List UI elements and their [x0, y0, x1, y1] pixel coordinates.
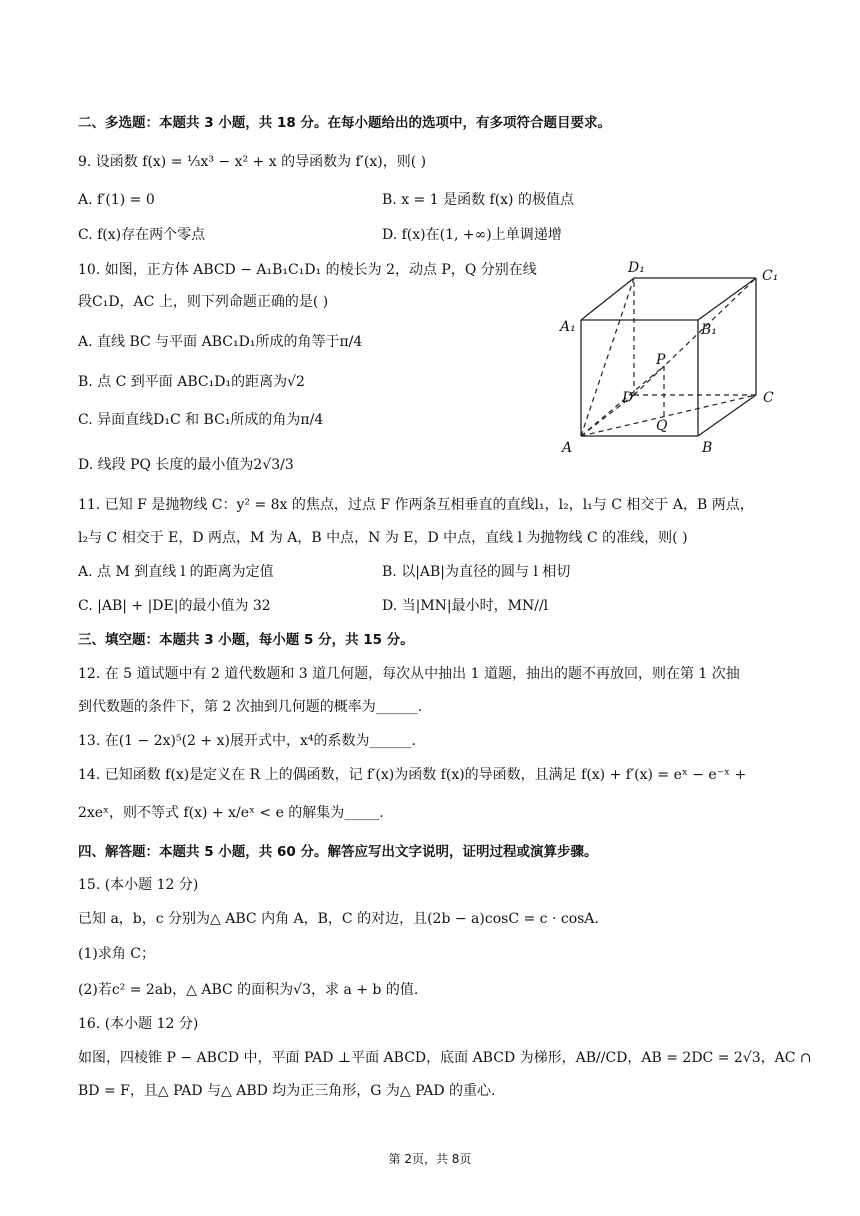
q9-stem: 9. 设函数 f(x) = ⅓x³ − x² + x 的导函数为 f′(x)，则( ) [78, 154, 427, 170]
q9-option-c: C. f(x)存在两个零点 [78, 227, 206, 243]
q10-option-d: D. 线段 PQ 长度的最小值为2√3/3 [78, 457, 294, 473]
q16-line2: BD = F，且△ PAD 与△ ABD 均为正三角形，G 为△ PAD 的重心. [78, 1083, 496, 1099]
q10-option-b: B. 点 C 到平面 ABC₁D₁的距离为√2 [78, 374, 305, 390]
section3-heading: 三、填空题：本题共 3 小题，每小题 5 分，共 15 分。 [78, 632, 414, 648]
q9-option-a: A. f′(1) = 0 [78, 192, 155, 208]
q10-stem-line2: 段C₁D，AC 上，则下列命题正确的是( ) [78, 294, 329, 310]
page-footer: 第 2页，共 8页 [388, 1152, 472, 1166]
label-b1: B₁ [701, 322, 717, 338]
q9-option-b: B. x = 1 是函数 f(x) 的极值点 [382, 192, 574, 208]
q11-stem-line1: 11. 已知 F 是抛物线 C：y² = 8x 的焦点，过点 F 作两条互相垂直的直线l₁，l₂，l₁与 C 相交于 A，B 两点， [78, 497, 754, 513]
diag-ac [581, 395, 756, 436]
diag-dc1 [634, 278, 756, 395]
cube-figure [556, 258, 786, 458]
q11-stem-line2: l₂与 C 相交于 E，D 两点，M 为 A，B 中点，N 为 E，D 中点，直线 l 为抛物线 C 的准线，则( ) [78, 530, 688, 546]
label-c: C [763, 390, 774, 406]
label-c1: C₁ [762, 268, 779, 284]
q14-line1: 14. 已知函数 f(x)是定义在 R 上的偶函数，记 f′(x)为函数 f(x)的导函数，且满足 f(x) + f′(x) = eˣ − e⁻ˣ + [78, 767, 747, 783]
q11-option-b: B. 以|AB|为直径的圆与 l 相切 [382, 564, 571, 580]
q12-line1: 12. 在 5 道试题中有 2 道代数题和 3 道几何题，每次从中抽出 1 道题，抽出的题不再放回，则在第 1 次抽 [78, 666, 740, 682]
label-p: P [656, 352, 666, 368]
q11-option-d: D. 当|MN|最小时，MN//l [382, 598, 549, 614]
section4-heading: 四、解答题：本题共 5 小题，共 60 分。解答应写出文字说明，证明过程或演算步骤。 [78, 844, 598, 860]
q16-head: 16. (本小题 12 分) [78, 1016, 199, 1032]
edge-b1c1 [698, 278, 756, 320]
q14-line2: 2xeˣ，则不等式 f(x) + x/eˣ < e 的解集为_____. [78, 805, 384, 821]
q15-line2: (1)求角 C； [78, 946, 155, 962]
label-d1: D₁ [628, 260, 645, 276]
q13: 13. 在(1 − 2x)⁵(2 + x)展开式中，x⁴的系数为______. [78, 733, 416, 749]
diag-ad1 [581, 278, 634, 436]
label-b: B [702, 440, 713, 456]
q11-option-a: A. 点 M 到直线 l 的距离为定值 [78, 564, 274, 580]
q16-line1: 如图，四棱锥 P − ABCD 中，平面 PAD ⊥平面 ABCD，底面 ABCD 为梯形，AB//CD，AB = 2DC = 2√3，AC ∩ [78, 1050, 812, 1066]
label-d: D [622, 390, 634, 406]
q10-option-a: A. 直线 BC 与平面 ABC₁D₁所成的角等于π/4 [78, 334, 363, 350]
q15-head: 15. (本小题 12 分) [78, 877, 199, 893]
q12-line2: 到代数题的条件下，第 2 次抽到几何题的概率为______. [78, 699, 423, 715]
q11-option-c: C. |AB| + |DE|的最小值为 32 [78, 598, 271, 614]
edge-bc [698, 395, 756, 436]
label-a1: A₁ [560, 319, 576, 335]
q10-stem-line1: 10. 如图，正方体 ABCD − A₁B₁C₁D₁ 的棱长为 2，动点 P，Q 分别在线 [78, 262, 537, 278]
q9-option-d: D. f(x)在(1, +∞)上单调递增 [382, 227, 562, 243]
edge-a1d1 [581, 278, 634, 320]
q15-line1: 已知 a，b，c 分别为△ ABC 内角 A，B，C 的对边，且(2b − a)cosC = c · cosA. [78, 911, 599, 927]
label-q: Q [656, 418, 668, 434]
label-a: A [562, 440, 573, 456]
q15-line3: (2)若c² = 2ab，△ ABC 的面积为√3，求 a + b 的值. [78, 982, 419, 998]
section2-heading: 二、多选题：本题共 3 小题，共 18 分。在每小题给出的选项中，有多项符合题目要求。 [78, 115, 611, 131]
q10-option-c: C. 异面直线D₁C 和 BC₁所成的角为π/4 [78, 412, 324, 428]
